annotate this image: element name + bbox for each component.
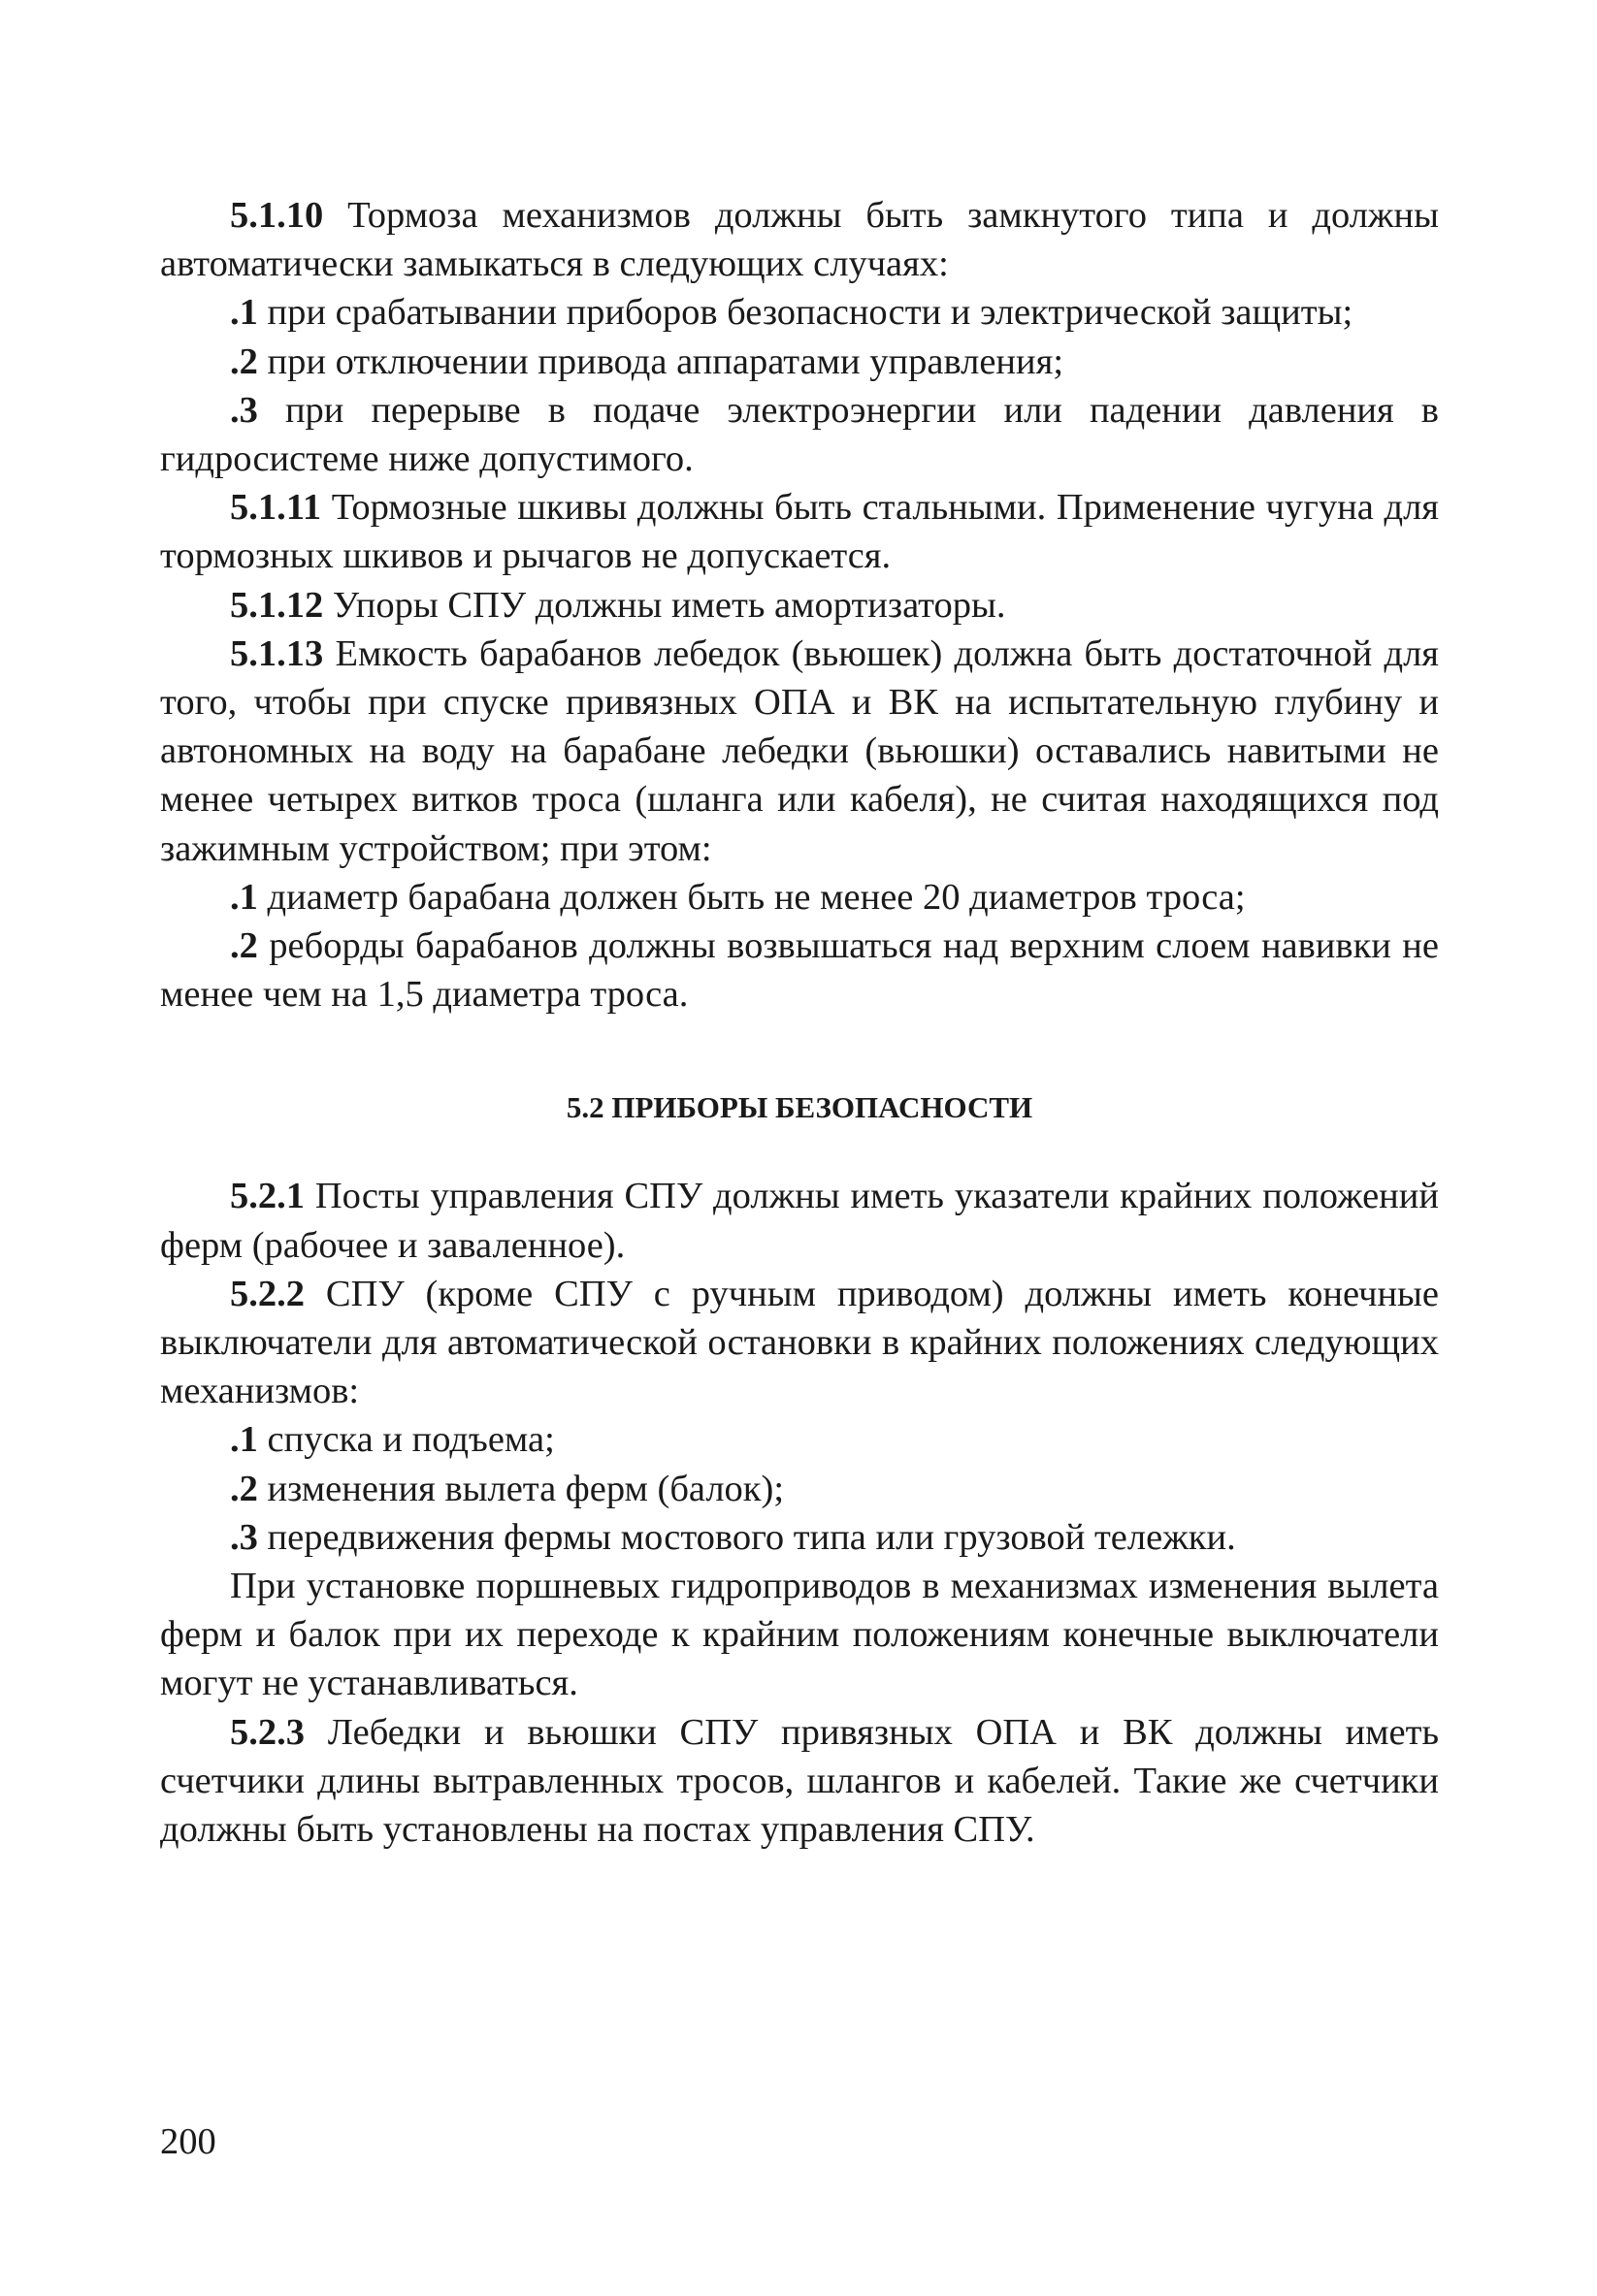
list-item [160,1465,1439,1513]
paragraph-5-2-3 [160,1708,1439,1855]
paragraph-text: при перерыве в подаче электроэнергии или падении давления в гидросистеме ниже допустимого. [160,389,1439,480]
clause-number: 5.2.3 [230,1711,305,1753]
paragraph-text: при отключении привода аппаратами управления; [257,340,1064,382]
paragraph-text: изменения вылета ферм (балок); [257,1468,785,1509]
list-item [160,288,1439,337]
paragraph-text: передвижения фермы мостового типа или грузовой тележки. [257,1516,1236,1558]
item-number: .2 [230,1468,258,1509]
paragraph-5-1-11 [160,483,1439,580]
item-number: .1 [230,1419,258,1461]
section-heading: 5.2 ПРИБОРЫ БЕЗОПАСНОСТИ [566,1090,1033,1125]
clause-number: 5.1.10 [230,195,324,236]
paragraph-text: при срабатывании приборов безопасности и электрической защиты; [257,292,1353,334]
item-number: .2 [230,340,258,382]
item-number: .3 [230,389,258,431]
list-item [160,873,1439,922]
paragraph-text: Лебедки и вьюшки СПУ привязных ОПА и ВК должны иметь счетчики длины вытравленных тросов, шлангов и кабелей. Такие же счетчики должны быть установлены на постах управления СПУ. [160,1711,1439,1851]
paragraph-text: Упоры СПУ должны иметь амортизаторы. [323,584,1006,626]
clause-number: 5.1.12 [230,584,324,626]
list-item [160,386,1439,483]
clause-number: 5.1.11 [230,487,322,529]
clause-number: 5.1.13 [230,632,324,674]
list-item [160,922,1439,1019]
paragraph-text: спуска и подъема; [257,1419,555,1461]
body-text [160,191,1439,1854]
paragraph-5-1-12 [160,581,1439,630]
list-item [160,338,1439,386]
clause-number: 5.2.2 [230,1273,305,1314]
clause-number: 5.2.1 [230,1176,305,1217]
paragraph-5-1-10 [160,191,1439,288]
paragraph-text: реборды барабанов должны возвышаться над верхним слоем навивки не менее чем на 1,5 диаметра троса. [160,925,1439,1016]
list-item [160,1415,1439,1464]
paragraph-5-2-1 [160,1172,1439,1269]
paragraph-text: СПУ (кроме СПУ с ручным приводом) должны иметь конечные выключатели для автоматической остановки в крайних положениях следующих механизмов: [160,1273,1439,1412]
paragraph-5-1-13 [160,630,1439,873]
paragraph-text: Тормоза механизмов должны быть замкнутого типа и должны автоматически замыкаться в следующих случаях: [160,195,1439,285]
item-number: .1 [230,876,258,918]
item-number: .2 [230,925,258,967]
item-number: .3 [230,1516,258,1558]
paragraph-text: Посты управления СПУ должны иметь указатели крайних положений ферм (рабочее и заваленное). [160,1176,1439,1266]
paragraph-text: Тормозные шкивы должны быть стальными. Применение чугуна для тормозных шкивов и рычагов не допускается. [160,487,1439,577]
list-item [160,1513,1439,1562]
paragraph-note [160,1562,1439,1708]
paragraph-text: Емкость барабанов лебедок (вьюшек) должна быть достаточной для того, чтобы при спуске привязных ОПА и ВК на испытательную глубину и автономных на воду на барабане лебедки (вьюшки) оставались навитыми не менее четырех витков троса (шланга или кабеля), не считая находящихся под зажимным устройством; при этом: [160,632,1439,869]
page-number: 200 [160,2121,216,2162]
paragraph-text: При установке поршневых гидроприводов в механизмах изменения вылета ферм и балок при их переходе к крайним положениям конечные выключатели могут не устанавливаться. [160,1566,1439,1704]
item-number: .1 [230,292,258,334]
paragraph-text: диаметр барабана должен быть не менее 20 диаметров троса; [257,876,1246,918]
paragraph-5-2-2 [160,1270,1439,1416]
